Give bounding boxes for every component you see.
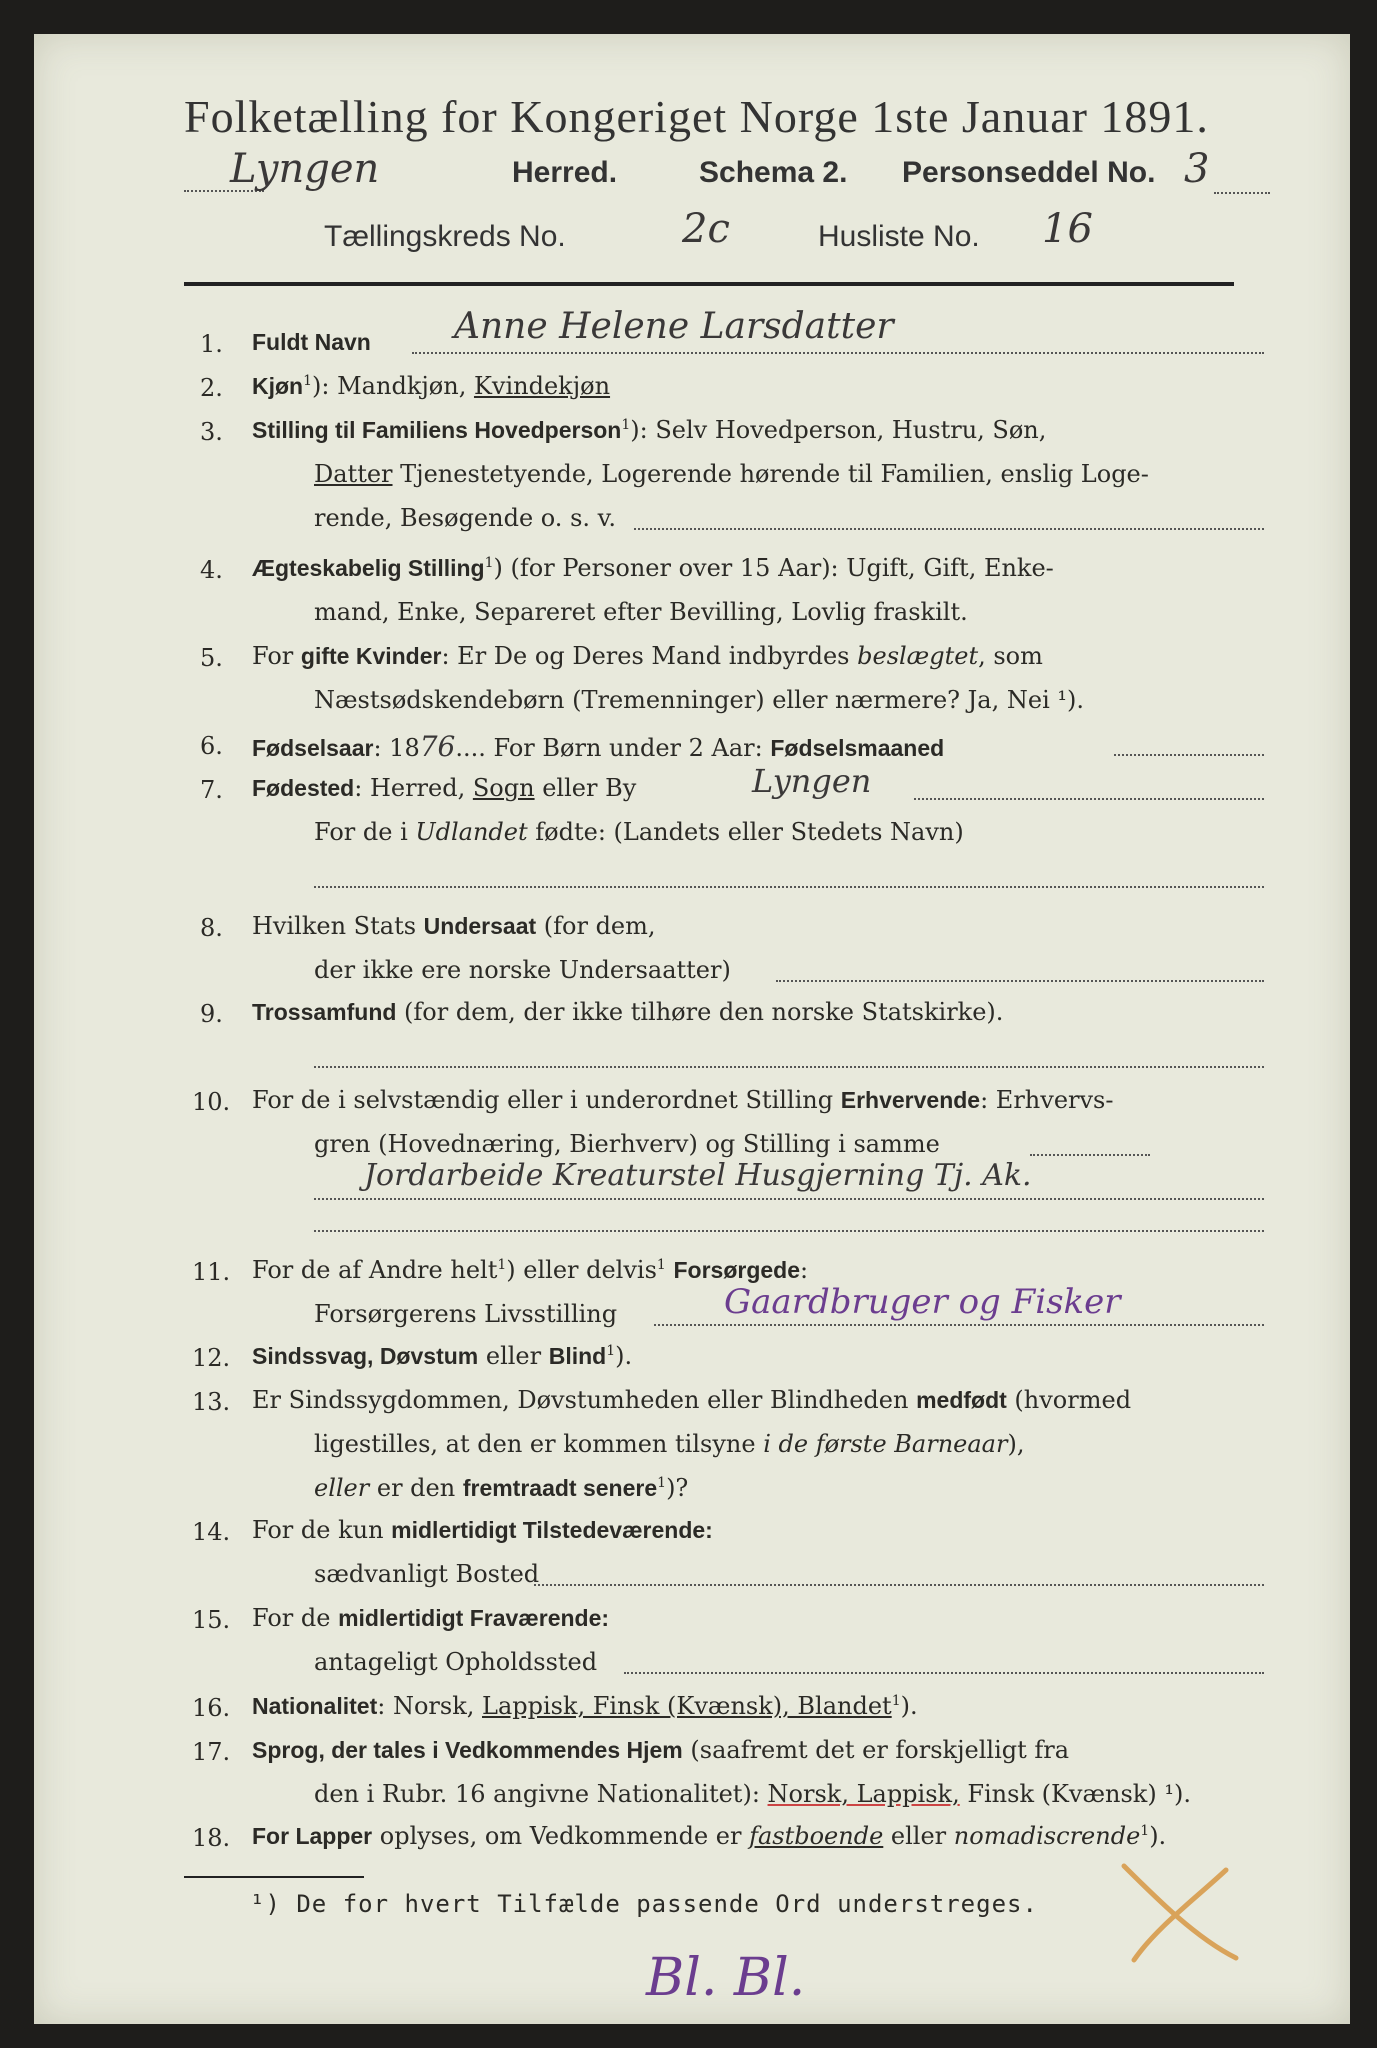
header-rule bbox=[184, 282, 1234, 286]
herred-label: Herred. bbox=[512, 156, 618, 189]
q10-line2: gren (Hovednæring, Bierhverv) og Stilling i samme bbox=[314, 1130, 940, 1158]
answer-line bbox=[1114, 754, 1264, 756]
q2-text: Kjøn$^1$): Mandkjøn, Kvindekjøn bbox=[252, 372, 611, 400]
item-number: 4. bbox=[200, 556, 223, 584]
answer-line bbox=[654, 1324, 1264, 1326]
answer-line bbox=[534, 1584, 1264, 1586]
q7-line1: Fødested: Herred, Sogn eller By bbox=[252, 774, 637, 802]
item-number: 10. bbox=[192, 1088, 231, 1116]
answer-line bbox=[314, 1198, 1264, 1200]
item-number: 3. bbox=[200, 418, 223, 446]
q12-line: Sindssvag, Døvstum eller Blind$^1$). bbox=[252, 1342, 633, 1370]
a1-name: Anne Helene Larsdatter bbox=[454, 306, 894, 347]
q16-line: Nationalitet: Norsk, Lappisk, Finsk (Kvænsk), Blandet$^1$). bbox=[252, 1692, 918, 1720]
answer-line bbox=[314, 1066, 1264, 1068]
answer-line bbox=[314, 886, 1264, 888]
q6-line: Fødselsaar: 1876.... For Børn under 2 Aar: Fødselsmaaned bbox=[252, 730, 945, 763]
a7-birthplace: Lyngen bbox=[752, 762, 872, 800]
census-form-sheet bbox=[34, 34, 1350, 2024]
q13-line3: eller er den fremtraadt senere$^1$)? bbox=[314, 1474, 689, 1502]
item-number: 7. bbox=[200, 776, 223, 804]
q17-line1: Sprog, der tales i Vedkommendes Hjem (saafremt det er forskjelligt fra bbox=[252, 1736, 1070, 1764]
q13-line2: ligestilles, at den er kommen tilsyne i de første Barneaar), bbox=[314, 1430, 1025, 1458]
q8-line1: Hvilken Stats Undersaat (for dem, bbox=[252, 912, 656, 940]
item-number: 11. bbox=[192, 1258, 231, 1286]
item-number: 13. bbox=[192, 1388, 231, 1416]
answer-line bbox=[1030, 1154, 1150, 1156]
q11-line1: For de af Andre helt$^1$) eller delvis$^1$ Forsørgede: bbox=[252, 1256, 809, 1284]
footnote-rule bbox=[184, 1876, 364, 1878]
q15-line1: For de midlertidigt Fraværende: bbox=[252, 1604, 610, 1632]
a10-occupation: Jordarbeide Kreaturstel Husgjerning Tj. Ak. bbox=[364, 1158, 1032, 1193]
item-number: 17. bbox=[192, 1738, 231, 1766]
q3-line1: Stilling til Familiens Hovedperson$^1$): Selv Hovedperson, Hustru, Søn, bbox=[252, 416, 1047, 444]
answer-line bbox=[914, 798, 1264, 800]
q3-line2: Datter Tjenestetyende, Logerende hørende til Familien, enslig Loge- bbox=[314, 460, 1149, 488]
schema-label: Schema 2. bbox=[699, 156, 848, 189]
q8-line2: der ikke ere norske Undersaatter) bbox=[314, 956, 731, 984]
q17-line2: den i Rubr. 16 angivne Nationalitet): Norsk, Lappisk, Finsk (Kvænsk) ¹). bbox=[314, 1780, 1191, 1808]
q9-line: Trossamfund (for dem, der ikke tilhøre den norske Statskirke). bbox=[252, 998, 1004, 1026]
item-number: 1. bbox=[200, 330, 223, 358]
herred-value: Lyngen bbox=[230, 146, 380, 192]
item-number: 12. bbox=[192, 1344, 231, 1372]
q11-line2: Forsørgerens Livsstilling bbox=[314, 1300, 618, 1328]
item-number: 5. bbox=[200, 644, 223, 672]
kreds-label: Tællingskreds No. bbox=[324, 220, 566, 253]
answer-line bbox=[412, 352, 1264, 354]
a11-provider: Gaardbruger og Fisker bbox=[724, 1282, 1121, 1322]
q18-line: For Lapper oplyses, om Vedkommende er fastboende eller nomadiscrende$^1$). bbox=[252, 1822, 1167, 1850]
husliste-label: Husliste No. bbox=[818, 220, 980, 253]
item-number: 18. bbox=[192, 1824, 231, 1852]
cross-mark-icon bbox=[1116, 1858, 1246, 1968]
answer-line bbox=[776, 980, 1264, 982]
item-number: 2. bbox=[200, 374, 223, 402]
item-number: 9. bbox=[200, 1000, 223, 1028]
q3-line3: rende, Besøgende o. s. v. bbox=[314, 504, 616, 532]
q14-line1: For de kun midlertidigt Tilstedeværende: bbox=[252, 1516, 713, 1544]
answer-line bbox=[624, 1672, 1264, 1674]
q5-line1: For gifte Kvinder: Er De og Deres Mand indbyrdes beslægtet, som bbox=[252, 642, 1043, 670]
q14-line2: sædvanligt Bosted bbox=[314, 1560, 540, 1588]
husliste-value: 16 bbox=[1042, 206, 1093, 252]
q15-line2: antageligt Opholdssted bbox=[314, 1648, 598, 1676]
q5-line2: Næstsødskendebørn (Tremenninger) eller nærmere? Ja, Nei ¹). bbox=[314, 686, 1084, 714]
q4-line1: Ægteskabelig Stilling$^1$) (for Personer over 15 Aar): Ugift, Gift, Enke- bbox=[252, 554, 1054, 582]
signature: Bl. Bl. bbox=[646, 1948, 806, 2008]
kreds-value: 2c bbox=[682, 206, 730, 252]
q10-line1: For de i selvstændig eller i underordnet Stilling Erhvervende: Erhvervs- bbox=[252, 1086, 1114, 1114]
personseddel-label: Personseddel No. bbox=[902, 156, 1156, 189]
q13-line1: Er Sindssygdommen, Døvstumheden eller Blindheden medfødt (hvormed bbox=[252, 1386, 1132, 1414]
q7-line2: For de i Udlandet fødte: (Landets eller Stedets Navn) bbox=[314, 818, 964, 846]
answer-line bbox=[314, 1230, 1264, 1232]
footnote: ¹) De for hvert Tilfælde passende Ord understreges. bbox=[250, 1890, 1038, 1918]
personseddel-value: 3 bbox=[1184, 146, 1210, 192]
answer-line bbox=[634, 528, 1264, 530]
personseddel-dots bbox=[1214, 192, 1270, 194]
item-number: 15. bbox=[192, 1606, 231, 1634]
q1-label: Fuldt Navn bbox=[252, 329, 371, 355]
item-number: 8. bbox=[200, 914, 223, 942]
item-number: 6. bbox=[200, 732, 223, 760]
item-number: 14. bbox=[192, 1518, 231, 1546]
form-title: Folketælling for Kongeriget Norge 1ste Januar 1891. bbox=[184, 91, 1209, 142]
item-number: 16. bbox=[192, 1694, 231, 1722]
q4-line2: mand, Enke, Separeret efter Bevilling, Lovlig fraskilt. bbox=[314, 598, 968, 626]
